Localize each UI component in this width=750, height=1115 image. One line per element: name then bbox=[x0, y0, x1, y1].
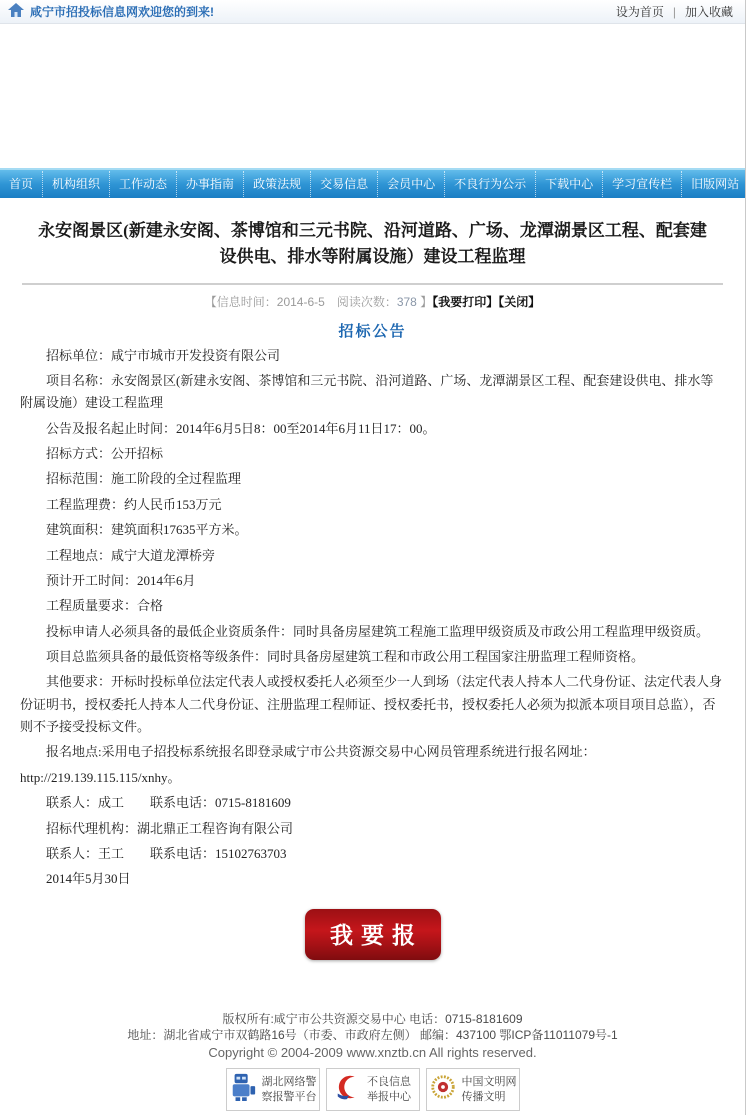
badge-civilization-network[interactable] bbox=[426, 1068, 520, 1111]
read-count-label: 阅读次数： bbox=[324, 294, 397, 309]
notice-paragraph: 公告及报名起止时间：2014年6月5日8：00至2014年6月11日17：00。 bbox=[46, 420, 436, 436]
nav-item[interactable]: 工作动态 bbox=[109, 171, 176, 197]
notice-paragraph: 2014年5月30日 bbox=[46, 871, 131, 887]
notice-paragraph: 项目总监须具备的最低资格等级条件：同时具备房屋建筑工程和市政公用工程国家注册监理工程师资格。 bbox=[46, 649, 645, 664]
notice-paragraph: 建筑面积：建筑面积17635平方米。 bbox=[46, 522, 248, 538]
info-time-label: 【信息时间： bbox=[204, 294, 277, 309]
main-nav bbox=[0, 168, 745, 198]
footer-address-line: 地址：湖北省咸宁市双鹤路16号（市委、市政府左侧） 邮编：437100 鄂ICP备11011079号-1 bbox=[127, 1028, 618, 1043]
nav-item[interactable]: 学习宣传栏 bbox=[602, 171, 681, 197]
site-welcome bbox=[0, 3, 214, 20]
nav-item[interactable]: 下载中心 bbox=[535, 171, 602, 197]
nav-item[interactable]: 首页 bbox=[9, 177, 34, 191]
notice-paragraph: 招标范围：施工阶段的全过程监理 bbox=[46, 471, 242, 487]
add-favorite-link[interactable]: 加入收藏 bbox=[684, 5, 733, 19]
set-home-link[interactable]: 设为首页 bbox=[615, 5, 664, 19]
badge-report-center[interactable] bbox=[326, 1068, 420, 1111]
notice-paragraph: 工程地点：咸宁大道龙潭桥旁 bbox=[46, 547, 216, 563]
notice-paragraph: 其他要求：开标时投标单位法定代表人或授权委托人必须至少一人到场（法定代表人持本人二代身份证、法定代表人身份证明书，授权委托人持本人二代身份证、注册监理工程师证、授权委托书，授权委托人必须为拟派本项目项目总监），否则不予接受投标文件。 bbox=[20, 674, 723, 735]
topbar-links bbox=[616, 3, 745, 20]
signup-button[interactable]: 我要报名 bbox=[305, 909, 441, 960]
notice-paragraph: 招标代理机构：湖北鼎正工程咨询有限公司 bbox=[46, 820, 294, 836]
notice-body bbox=[20, 345, 725, 891]
report-center-icon bbox=[334, 1073, 362, 1106]
title-divider bbox=[22, 283, 723, 285]
article-meta bbox=[20, 293, 725, 310]
footer-badges bbox=[20, 1068, 725, 1115]
notice-paragraph: 联系人：王工 联系电话：15102763703 bbox=[46, 845, 287, 861]
notice-paragraph: 招标方式：公开招标 bbox=[46, 446, 164, 462]
nav-item[interactable]: 机构组织 bbox=[42, 171, 109, 197]
meta-bracket-close: 】 bbox=[416, 294, 433, 309]
nav-item[interactable]: 办事指南 bbox=[176, 171, 243, 197]
print-link[interactable]: 【我要打印】 bbox=[432, 294, 499, 309]
notice-paragraph: 联系人：成工 联系电话：0715-8181609 bbox=[46, 795, 291, 811]
nav-item[interactable]: 交易信息 bbox=[310, 171, 377, 197]
notice-paragraph: http://219.139.115.115/xnhy。 bbox=[20, 769, 181, 785]
hubei-cyber-police-icon bbox=[229, 1071, 257, 1108]
close-link[interactable]: 【关闭】 bbox=[498, 294, 541, 309]
topbar-separator: | bbox=[672, 4, 676, 19]
signup-button-row bbox=[20, 909, 725, 999]
home-icon bbox=[8, 3, 24, 20]
notice-paragraph: 项目名称：永安阁景区(新建永安阁、茶博馆和三元书院、沿河道路、广场、龙潭湖景区工程、配套建设供电、排水等附属设施）建设工程监理 bbox=[20, 373, 714, 411]
page-footer bbox=[20, 1011, 725, 1063]
notice-paragraph: 投标申请人必须具备的最低企业资质条件：同时具备房屋建筑工程施工监理甲级资质及市政公用工程监理甲级资质。 bbox=[46, 623, 710, 639]
footer-copyright-line1: 版权所有:咸宁市公共资源交易中心 电话：0715-8181609 bbox=[222, 1011, 523, 1026]
nav-item[interactable]: 不良行为公示 bbox=[444, 171, 535, 197]
nav-item[interactable]: 旧版网站 bbox=[681, 171, 748, 197]
page-title: 永安阁景区(新建永安阁、茶博馆和三元书院、沿河道路、广场、龙潭湖景区工程、配套建设供电、排水等附属设施）建设工程监理 bbox=[38, 221, 707, 267]
badge-label: 湖北网络警 察报警平台 bbox=[261, 1076, 317, 1103]
footer-copyright-en: Copyright © 2004-2009 www.xnztb.cn All rights reserved. bbox=[208, 1045, 537, 1061]
article-content bbox=[0, 198, 745, 1115]
nav-item[interactable]: 政策法规 bbox=[243, 171, 310, 197]
notice-paragraph: 工程监理费：约人民币153万元 bbox=[46, 496, 222, 512]
badge-label: 不良信息 举报中心 bbox=[367, 1076, 411, 1103]
notice-paragraph: 报名地点:采用电子招投标系统报名即登录咸宁市公共资源交易中心网员管理系统进行报名网址： bbox=[46, 744, 596, 760]
read-count-value: 378 bbox=[396, 294, 417, 309]
notice-heading: 招标公告 bbox=[338, 323, 407, 340]
welcome-text: 咸宁市招投标信息网欢迎您的到来! bbox=[30, 5, 214, 19]
badge-label: 中国文明网 传播文明 bbox=[461, 1076, 517, 1103]
notice-paragraph: 工程质量要求：合格 bbox=[46, 598, 164, 614]
badge-hubei-cyber-police[interactable] bbox=[226, 1068, 320, 1111]
notice-paragraph: 预计开工时间：2014年6月 bbox=[46, 572, 196, 588]
info-time-value: 2014-6-5 bbox=[276, 294, 325, 309]
notice-paragraph: 招标单位：咸宁市城市开发投资有限公司 bbox=[46, 347, 281, 363]
civilization-network-icon bbox=[429, 1073, 457, 1106]
top-welcome-bar bbox=[0, 0, 745, 24]
nav-item[interactable]: 会员中心 bbox=[377, 171, 444, 197]
header-banner-placeholder bbox=[0, 24, 745, 168]
